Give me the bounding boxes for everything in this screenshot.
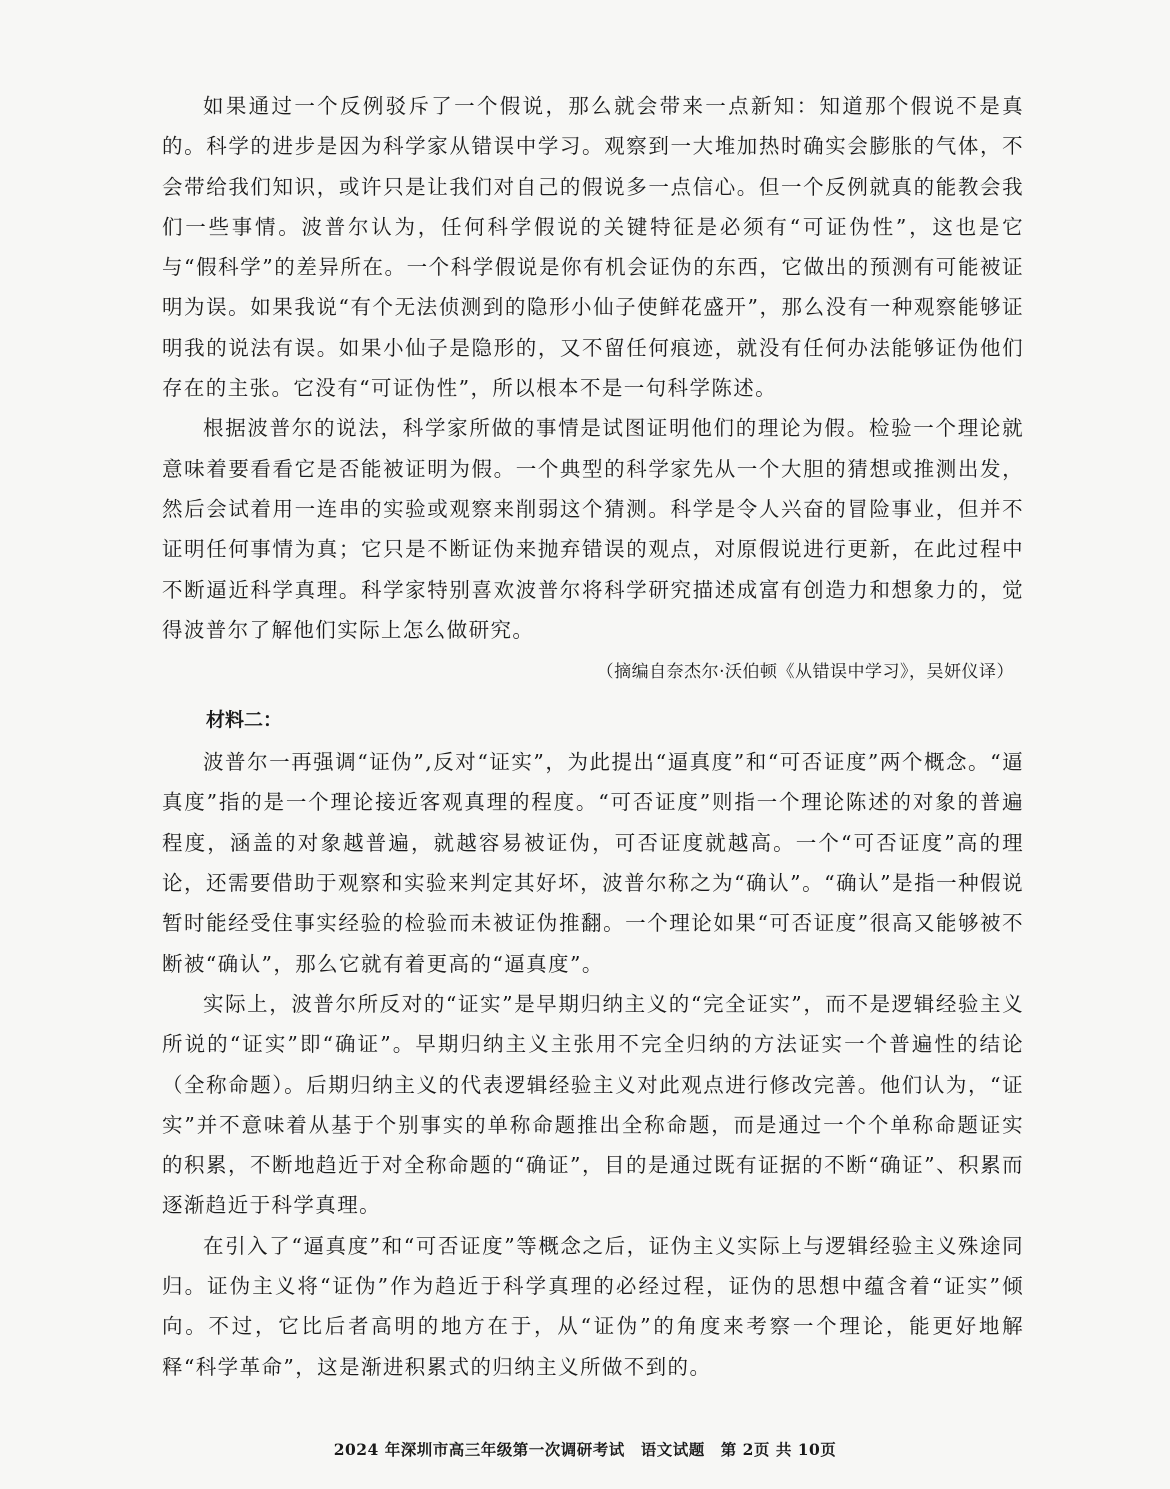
paragraph-popper-method: 根据波普尔的说法，科学家所做的事情是试图证明他们的理论为假。检验一个理论就意味着要看看它是否能被证明为假。一个典型的科学家先从一个大胆的猜想或推测出发，然后会试着用一连串的实验或观察来削弱这个猜测。科学是令人兴奋的冒险事业，但并不证明任何事情为真；它只是不断证伪来抛弃错误的观点，对原假说进行更新，在此过程中不断逼近科学真理。科学家特别喜欢波普尔将科学研究描述成富有创造力和想象力的，觉得波普尔了解他们实际上怎么做研究。 xyxy=(162,416,1024,642)
source-citation: （摘编自奈杰尔·沃伯顿《从错误中学习》，吴妍仪译） xyxy=(596,662,1014,683)
paragraph-verisimilitude: 波普尔一再强调“证伪”,反对“证实”，为此提出“逼真度”和“可否证度”两个概念。“逼真度”指的是一个理论接近客观真理的程度。“可否证度”则指一个理论陈述的对象的普遍程度，涵盖的对象越普遍，就越容易被证伪，可否证度就越高。一个“可否证度”高的理论，还需要借助于观察和实验来判定其好坏，波普尔称之为“确认”。“确认”是指一种假说暂时能经受住事实经验的检验而未被证伪推翻。一个理论如果“可否证度”很高又能够被不断被“确认”，那么它就有着更高的“逼真度”。 xyxy=(162,750,1024,976)
material-two-heading: 材料二： xyxy=(206,709,283,732)
page-footer: 2024 年深圳市高三年级第一次调研考试 语文试题 第 2页 共 10页 xyxy=(333,1440,837,1459)
paragraph-verification: 实际上，波普尔所反对的“证实”是早期归纳主义的“完全证实”，而不是逻辑经验主义所说的“证实”即“确证”。早期归纳主义主张用不完全归纳的方法证实一个普遍性的结论（全称命题）。后期归纳主义的代表逻辑经验主义对此观点进行修改完善。他们认为，“证实”并不意味着从基于个别事实的单称命题推出全称命题，而是通过一个个单称命题证实的积累，不断地趋近于对全称命题的“确证”，目的是通过既有证据的不断“确证”、积累而逐渐趋近于科学真理。 xyxy=(162,991,1024,1218)
paragraph-falsification-intro: 如果通过一个反例驳斥了一个假说，那么就会带来一点新知：知道那个假说不是真的。科学的进步是因为科学家从错误中学习。观察到一大堆加热时确实会膨胀的气体，不会带给我们知识，或许只是让我们对自己的假说多一点信心。但一个反例就真的能教会我们一些事情。波普尔认为，任何科学假说的关键特征是必须有“可证伪性”，这也是它与“假科学”的差异所在。一个科学假说是你有机会证伪的东西，它做出的预测有可能被证明为误。如果我说“有个无法侦测到的隐形小仙子使鲜花盛开”，那么没有一种观察能够证明我的说法有误。如果小仙子是隐形的，又不留任何痕迹，就没有任何办法能够证伪他们存在的主张。它没有“可证伪性”，所以根本不是一句科学陈述。 xyxy=(162,94,1024,401)
paragraph-convergence: 在引入了“逼真度”和“可否证度”等概念之后，证伪主义实际上与逻辑经验主义殊途同归。证伪主义将“证伪”作为趋近于科学真理的必经过程，证伪的思想中蕴含着“证实”倾向。不过，它比后者高明的地方在于，从“证伪”的角度来考察一个理论，能更好地解释“科学革命”，这是渐进积累式的归纳主义所做不到的。 xyxy=(162,1233,1024,1379)
page-content xyxy=(162,86,1024,1387)
